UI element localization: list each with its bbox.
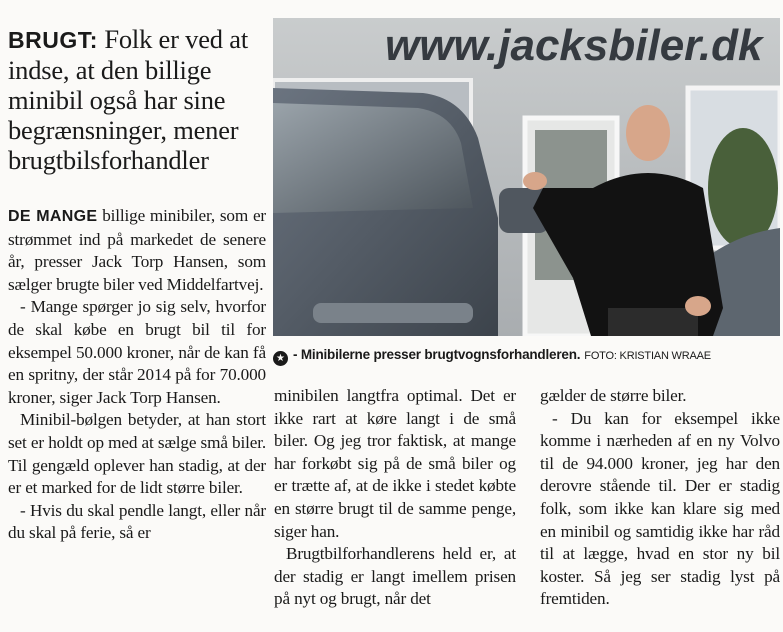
paragraph: - Hvis du skal pendle langt, eller når du skal på ferie, så er [8, 500, 266, 543]
shop-sign: www.jacksbiler.dk [385, 21, 763, 70]
headline [8, 24, 266, 175]
photo-caption [273, 346, 780, 366]
paragraph: - Mange spørger jo sig selv, hvorfor de skal købe en brugt bil til for eksempel 50.000 kroner, når de kan få en spritny, der står 2014 på for 70.000 kroner, siger Jack Torp Hansen. [8, 297, 266, 407]
paragraph: minibilen langtfra optimal. Det er ikke rart at køre langt i de små biler. Og jeg tror faktisk, at mange har forkøbt sig på de små biler og er trætte af, at de ikke i stedet købte en større brugt til de samme penge, siger han. [274, 386, 516, 541]
paragraph-intro [8, 205, 266, 296]
paragraph: - Du kan for eksempel ikke komme i nærheden af en ny Volvo til de 94.000 kroner, jeg har den derovre stående til. Der er stadig folk, som ikke kan klare sig med en minibil og samtidig ikke har råd til at lægge, hvad en stor ny bil koster. Så jeg ser stadig lyst på fremtiden. [540, 408, 780, 609]
article-photo [273, 18, 780, 336]
paragraph: gælder de større biler. [540, 386, 687, 405]
paragraph-intro-text: billige minibiler, som er strømmet ind på markedet de senere år, presser Jack Torp Hansen, som sælger brugte biler ved Middelfartvej. [8, 206, 266, 294]
article-column-2 [274, 385, 516, 611]
photo-credit: FOTO: KRISTIAN WRAAE [584, 350, 711, 362]
article-column-3 [540, 385, 780, 611]
headline-text: Folk er ved at indse, at den billige minibil også har sine begrænsninger, mener brugtbilsforhandler [8, 24, 248, 175]
headline-kicker: BRUGT: [8, 27, 98, 53]
paragraph: Minibil-bølgen betyder, at han stort set er holdt op med at sælge små biler. Til gengæld oplever han stadig, at der er et marked for de lidt større biler. [8, 410, 266, 498]
article-column-1 [8, 205, 266, 545]
camera-star-icon: ★ [273, 351, 288, 366]
lead-word: DE MANGE [8, 208, 98, 225]
paragraph: Brugtbilforhandlerens held er, at der stadig er langt imellem prisen på nyt og brugt, når det [274, 544, 516, 609]
caption-text: - Minibilerne presser brugtvognsforhandleren. [293, 347, 581, 362]
photo-scene [273, 18, 780, 336]
